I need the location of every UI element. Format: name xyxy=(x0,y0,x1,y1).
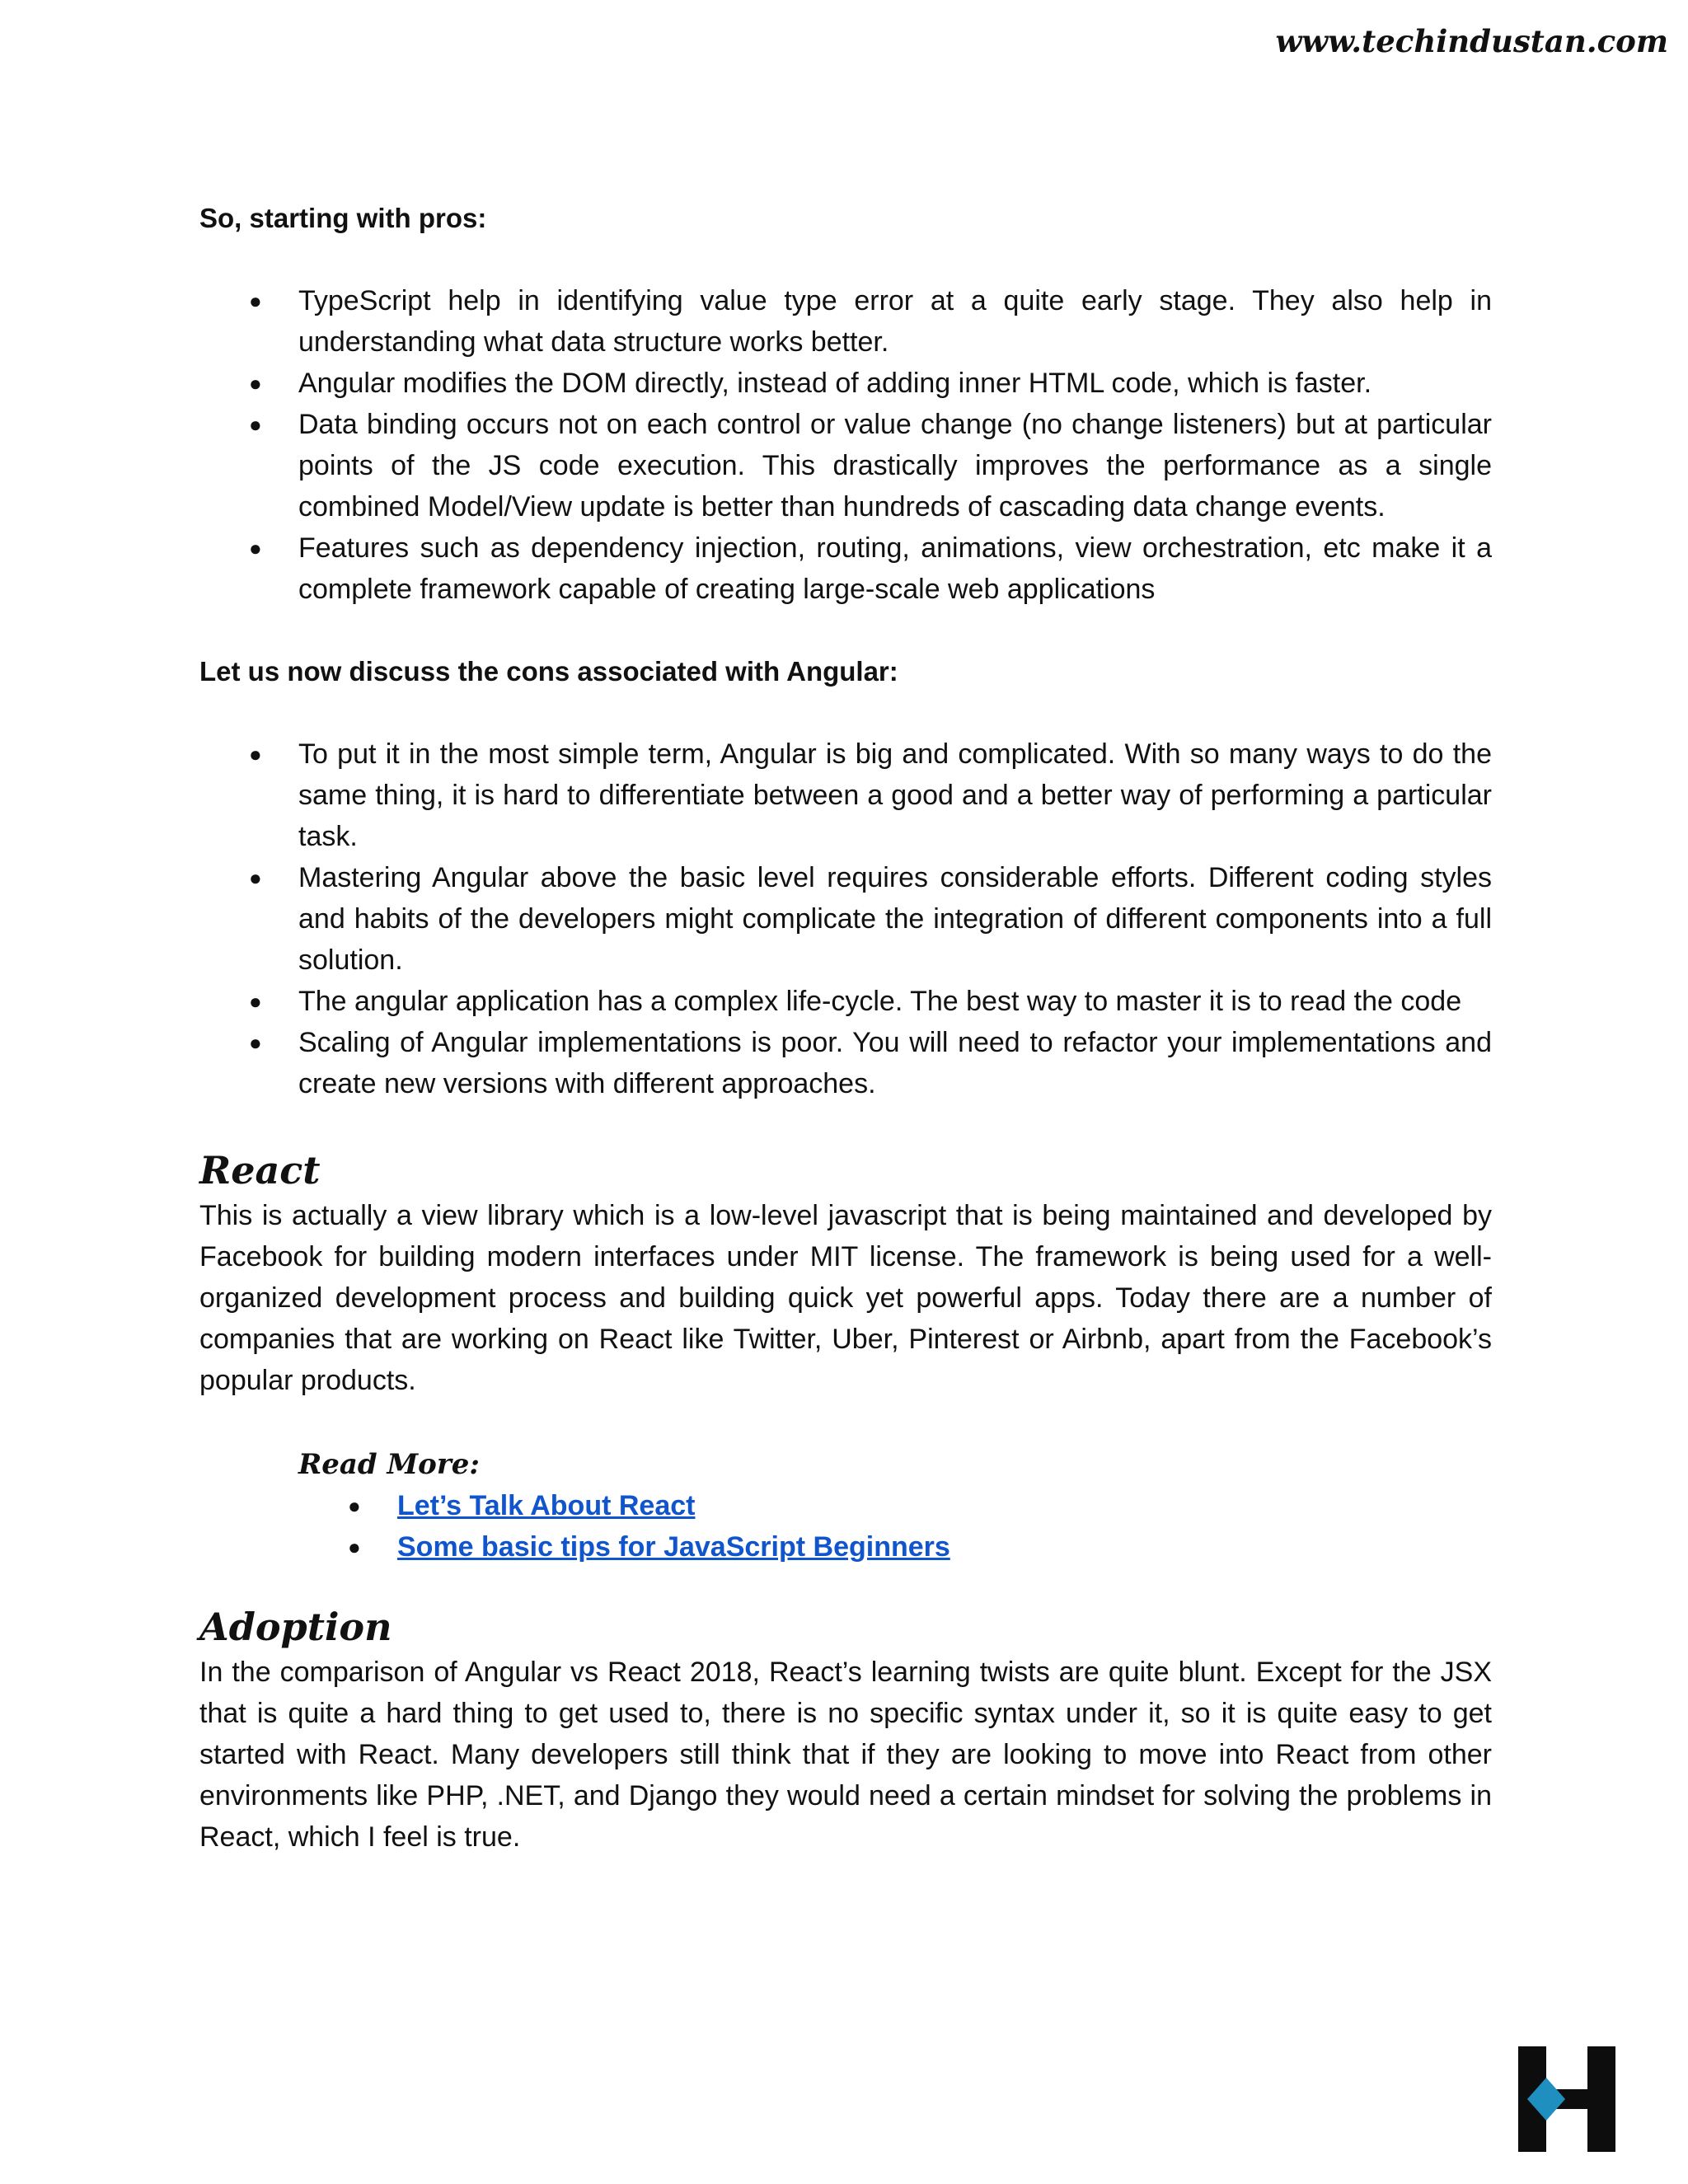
list-item: ● Angular modifies the DOM directly, instead of adding inner HTML code, which is faster. xyxy=(298,363,1492,404)
adoption-paragraph: In the comparison of Angular vs React 2018, React’s learning twists are quite blunt. Except for the JSX that is quite a hard thing to get used to, there is no specific syntax under it, so it is quite easy to get started with React. Many developers still think that if they are looking to move into React from other environments like PHP, .NET, and Django they would need a certain mindset for solving the problems in React, which I feel is true. xyxy=(199,1657,1492,1853)
cons-lead: Let us now discuss the cons associated with Angular: xyxy=(199,656,898,687)
list-item xyxy=(397,1485,1492,1526)
react-paragraph: This is actually a view library which is a low-level javascript that is being maintained and developed by Facebook for building modern interfaces under MIT license. The framework is being used for a well-organized development process and building quick yet powerful apps. Today there are a number of companies that are working on React like Twitter, Uber, Pinterest or Airbnb, apart from the Facebook’s popular products. xyxy=(199,1200,1492,1396)
document-body xyxy=(199,198,1492,1858)
read-more-block xyxy=(298,1444,1492,1568)
link-javascript-beginner-tips[interactable]: Some basic tips for JavaScript Beginners xyxy=(397,1531,950,1563)
list-item: ● Mastering Angular above the basic level requires considerable efforts. Different coding styles and habits of the developers might complicate the integration of different components into a full solution. xyxy=(298,857,1492,981)
read-more-title: Read More: xyxy=(298,1448,480,1481)
pros-list xyxy=(199,280,1492,610)
link-lets-talk-about-react[interactable]: Let’s Talk About React xyxy=(397,1490,696,1521)
list-item: ● The angular application has a complex life-cycle. The best way to master it is to read the code xyxy=(298,981,1492,1022)
list-item xyxy=(397,1526,1492,1568)
read-more-links xyxy=(298,1485,1492,1568)
list-item: ● Data binding occurs not on each control or value change (no change listeners) but at particular points of the JS code execution. This drastically improves the performance as a single combined Model/View update is better than hundreds of cascading data change events. xyxy=(298,404,1492,527)
techindustan-logo-icon xyxy=(1518,2046,1615,2152)
cons-list xyxy=(199,733,1492,1104)
react-heading: React xyxy=(199,1148,321,1193)
list-item: ● Features such as dependency injection, routing, animations, view orchestration, etc make it a complete framework capable of creating large-scale web applications xyxy=(298,527,1492,610)
site-url: www.techindustan.com xyxy=(1275,23,1668,59)
adoption-heading: Adoption xyxy=(199,1605,392,1649)
list-item: ● TypeScript help in identifying value type error at a quite early stage. They also help in understanding what data structure works better. xyxy=(298,280,1492,363)
list-item: ● Scaling of Angular implementations is poor. You will need to refactor your implementations and create new versions with different approaches. xyxy=(298,1022,1492,1104)
list-item: ● To put it in the most simple term, Angular is big and complicated. With so many ways to do the same thing, it is hard to differentiate between a good and a better way of performing a particular task. xyxy=(298,733,1492,857)
pros-lead: So, starting with pros: xyxy=(199,203,487,233)
